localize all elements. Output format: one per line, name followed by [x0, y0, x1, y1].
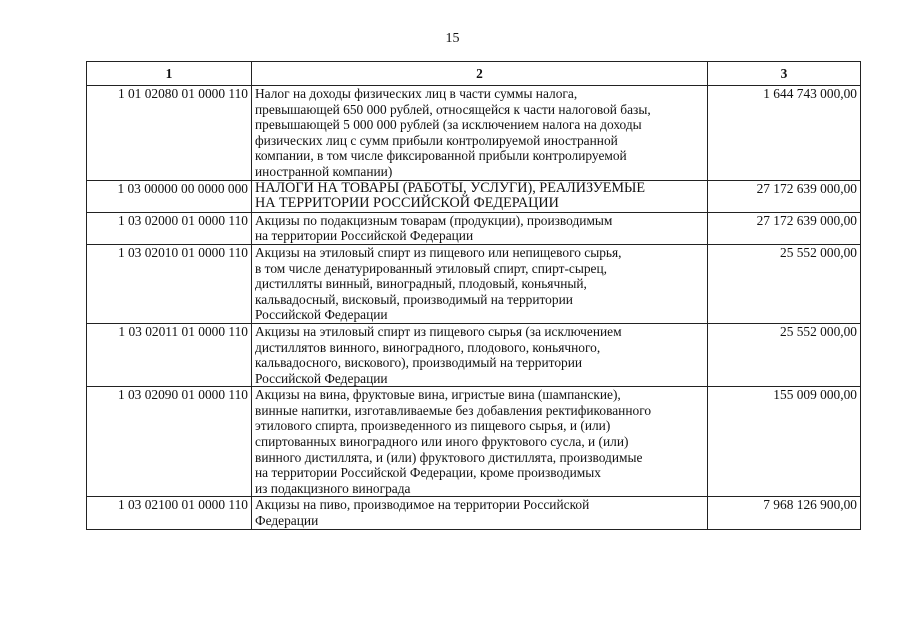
revenue-name-line: Российской Федерации — [255, 370, 388, 386]
page-number: 15 — [445, 31, 460, 46]
revenue-name-line: дистилляты винный, виноградный, плодовый, коньячный, — [255, 276, 587, 292]
revenue-name-line: превышающей 5 000 000 рублей (за исключением налога на доходы — [255, 117, 642, 133]
column-header-amount: 3 — [708, 62, 861, 86]
table-row — [87, 323, 861, 386]
revenue-name-line: винные напитки, изготавливаемые без добавления ректификованного — [255, 402, 652, 418]
amount: 7 968 126 900,00 — [708, 497, 861, 529]
amount: 155 009 000,00 — [708, 387, 861, 497]
table-body — [87, 86, 861, 530]
revenue-name — [252, 180, 708, 212]
revenue-name-line: Акцизы на пиво, производимое на территории Российской — [255, 497, 590, 513]
revenue-table — [86, 61, 861, 530]
revenue-name-line: кальвадосный, висковый, производимый на территории — [255, 291, 573, 307]
revenue-name-line: Акцизы на этиловый спирт из пищевого или непищевого сырья, — [255, 244, 622, 260]
revenue-name-line: НАЛОГИ НА ТОВАРЫ (РАБОТЫ, УСЛУГИ), РЕАЛИЗУЕМЫЕ — [255, 179, 646, 196]
classification-code: 1 03 02100 01 0000 110 — [87, 497, 252, 529]
table-row — [87, 497, 861, 529]
amount: 27 172 639 000,00 — [708, 180, 861, 212]
revenue-name — [252, 244, 708, 323]
revenue-name — [252, 86, 708, 181]
revenue-name-line: спиртованных виноградного или иного фруктового сусла, и (или) — [255, 434, 629, 450]
amount: 1 644 743 000,00 — [708, 86, 861, 181]
revenue-name-line: Федерации — [255, 513, 319, 529]
revenue-name-line: Акцизы на вина, фруктовые вина, игристые вина (шампанские), — [255, 387, 621, 403]
classification-code: 1 03 02000 01 0000 110 — [87, 212, 252, 244]
table-row — [87, 86, 861, 181]
revenue-name — [252, 323, 708, 386]
amount: 27 172 639 000,00 — [708, 212, 861, 244]
revenue-name-line: иностранной компании) — [255, 163, 393, 179]
revenue-name — [252, 497, 708, 529]
classification-code: 1 03 02090 01 0000 110 — [87, 387, 252, 497]
revenue-name-line: НА ТЕРРИТОРИИ РОССИЙСКОЙ ФЕДЕРАЦИИ — [255, 195, 559, 212]
revenue-name-line: дистиллятов винного, виноградного, плодового, коньячного, — [255, 339, 601, 355]
revenue-name — [252, 387, 708, 497]
revenue-name-line: Российской Федерации — [255, 307, 388, 323]
amount: 25 552 000,00 — [708, 323, 861, 386]
classification-code: 1 03 02010 01 0000 110 — [87, 244, 252, 323]
revenue-name — [252, 212, 708, 244]
table-row — [87, 387, 861, 497]
revenue-name-line: на территории Российской Федерации, кроме производимых — [255, 465, 601, 481]
classification-code: 1 03 00000 00 0000 000 — [87, 180, 252, 212]
revenue-name-line: кальвадосного, вискового), производимый на территории — [255, 355, 583, 371]
table-row — [87, 180, 861, 212]
revenue-name-line: превышающей 650 000 рублей, относящейся к части налоговой базы, — [255, 101, 651, 117]
column-header-code: 1 — [87, 62, 252, 86]
revenue-name-line: этилового спирта, произведенного из пищевого сырья, и (или) — [255, 418, 611, 434]
revenue-name-line: из подакцизного винограда — [255, 480, 411, 496]
table-row — [87, 212, 861, 244]
revenue-name-line: Акцизы на этиловый спирт из пищевого сырья (за исключением — [255, 323, 622, 339]
revenue-name-line: компании, в том числе фиксированной прибыли контролируемой — [255, 148, 627, 164]
classification-code: 1 03 02011 01 0000 110 — [87, 323, 252, 386]
revenue-name-line: Налог на доходы физических лиц в части суммы налога, — [255, 86, 578, 101]
revenue-name-line: физических лиц с сумм прибыли контролируемой иностранной — [255, 132, 618, 148]
revenue-name-line: в том числе денатурированный этиловый спирт, спирт-сырец, — [255, 260, 608, 276]
table-header-row — [87, 62, 861, 86]
amount: 25 552 000,00 — [708, 244, 861, 323]
revenue-name-line: винного дистиллята, и (или) фруктового дистиллята, производимые — [255, 449, 643, 465]
table-row — [87, 244, 861, 323]
revenue-name-line: на территории Российской Федерации — [255, 228, 474, 244]
revenue-name-line: Акцизы по подакцизным товарам (продукции), производимым — [255, 212, 613, 228]
column-header-name: 2 — [252, 62, 708, 86]
classification-code: 1 01 02080 01 0000 110 — [87, 86, 252, 181]
